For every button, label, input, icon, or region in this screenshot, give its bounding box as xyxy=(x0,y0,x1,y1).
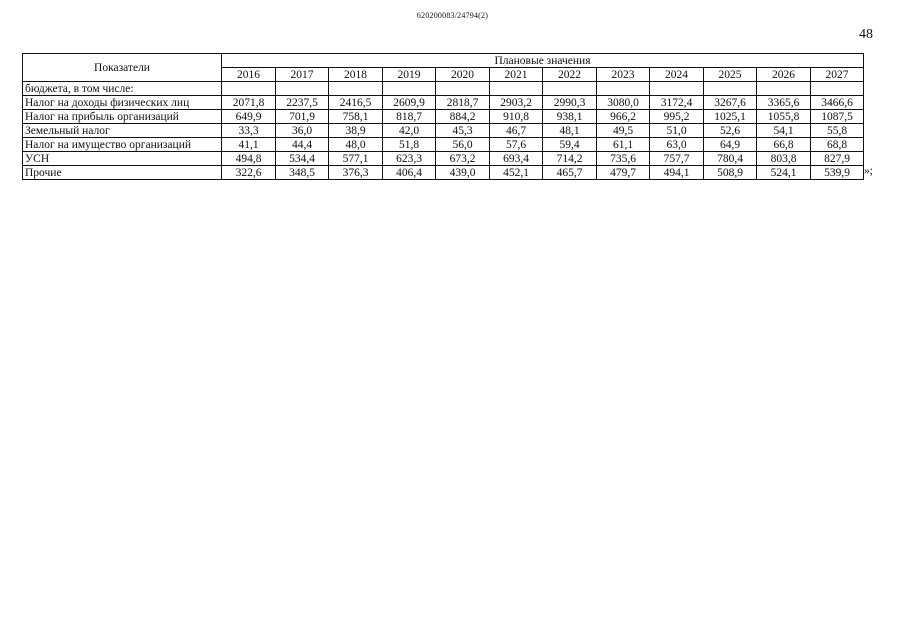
value-cell: 673,2 xyxy=(436,152,490,166)
value-cell: 68,8 xyxy=(811,138,864,152)
row-label: Налог на доходы физических лиц xyxy=(23,96,222,110)
year-header: 2017 xyxy=(276,68,329,82)
year-header: 2026 xyxy=(757,68,811,82)
value-cell: 406,4 xyxy=(383,166,436,180)
value-cell: 376,3 xyxy=(329,166,383,180)
value-cell: 539,9 xyxy=(811,166,864,180)
value-cell: 49,5 xyxy=(597,124,650,138)
year-header: 2024 xyxy=(650,68,704,82)
row-label: Прочие xyxy=(23,166,222,180)
empty-cell xyxy=(650,82,704,96)
value-cell: 55,8 xyxy=(811,124,864,138)
value-cell: 44,4 xyxy=(276,138,329,152)
value-cell: 910,8 xyxy=(490,110,543,124)
value-cell: 803,8 xyxy=(757,152,811,166)
value-cell: 57,6 xyxy=(490,138,543,152)
empty-cell xyxy=(329,82,383,96)
value-cell: 1055,8 xyxy=(757,110,811,124)
value-cell: 46,7 xyxy=(490,124,543,138)
value-cell: 61,1 xyxy=(597,138,650,152)
row-label: Налог на прибыль организаций xyxy=(23,110,222,124)
value-cell: 758,1 xyxy=(329,110,383,124)
value-cell: 64,9 xyxy=(704,138,757,152)
year-header: 2019 xyxy=(383,68,436,82)
subheader-label: бюджета, в том числе: xyxy=(23,82,222,96)
value-cell: 494,8 xyxy=(222,152,276,166)
value-cell: 38,9 xyxy=(329,124,383,138)
value-cell: 938,1 xyxy=(543,110,597,124)
year-header: 2020 xyxy=(436,68,490,82)
value-cell: 966,2 xyxy=(597,110,650,124)
value-cell: 36,0 xyxy=(276,124,329,138)
value-cell: 48,1 xyxy=(543,124,597,138)
value-cell: 2237,5 xyxy=(276,96,329,110)
empty-cell xyxy=(757,82,811,96)
value-cell: 827,9 xyxy=(811,152,864,166)
value-cell: 995,2 xyxy=(650,110,704,124)
value-cell: 1025,1 xyxy=(704,110,757,124)
value-cell: 465,7 xyxy=(543,166,597,180)
value-cell: 701,9 xyxy=(276,110,329,124)
row-label: Налог на имущество организаций xyxy=(23,138,222,152)
value-cell: 56,0 xyxy=(436,138,490,152)
subheader-row xyxy=(23,82,864,96)
value-cell: 2071,8 xyxy=(222,96,276,110)
value-cell: 479,7 xyxy=(597,166,650,180)
value-cell: 3080,0 xyxy=(597,96,650,110)
value-cell: 818,7 xyxy=(383,110,436,124)
table-row xyxy=(23,166,864,180)
value-cell: 63,0 xyxy=(650,138,704,152)
value-cell: 3365,6 xyxy=(757,96,811,110)
value-cell: 54,1 xyxy=(757,124,811,138)
value-cell: 59,4 xyxy=(543,138,597,152)
value-cell: 45,3 xyxy=(436,124,490,138)
value-cell: 780,4 xyxy=(704,152,757,166)
value-cell: 33,3 xyxy=(222,124,276,138)
year-header: 2016 xyxy=(222,68,276,82)
table-row xyxy=(23,96,864,110)
table-row xyxy=(23,152,864,166)
value-cell: 48,0 xyxy=(329,138,383,152)
value-cell: 41,1 xyxy=(222,138,276,152)
value-cell: 693,4 xyxy=(490,152,543,166)
value-cell: 649,9 xyxy=(222,110,276,124)
value-cell: 439,0 xyxy=(436,166,490,180)
closing-mark: »; xyxy=(864,165,873,177)
empty-cell xyxy=(543,82,597,96)
value-cell: 452,1 xyxy=(490,166,543,180)
value-cell: 714,2 xyxy=(543,152,597,166)
document-id: 620200083/24794(2) xyxy=(416,11,489,20)
empty-cell xyxy=(597,82,650,96)
value-cell: 322,6 xyxy=(222,166,276,180)
value-cell: 348,5 xyxy=(276,166,329,180)
value-cell: 3267,6 xyxy=(704,96,757,110)
empty-cell xyxy=(811,82,864,96)
empty-cell xyxy=(222,82,276,96)
year-header: 2025 xyxy=(704,68,757,82)
year-header: 2027 xyxy=(811,68,864,82)
value-cell: 508,9 xyxy=(704,166,757,180)
year-header: 2022 xyxy=(543,68,597,82)
year-header: 2021 xyxy=(490,68,543,82)
value-cell: 524,1 xyxy=(757,166,811,180)
value-cell: 66,8 xyxy=(757,138,811,152)
value-cell: 3466,6 xyxy=(811,96,864,110)
value-cell: 735,6 xyxy=(597,152,650,166)
value-cell: 42,0 xyxy=(383,124,436,138)
table-row xyxy=(23,110,864,124)
row-label: УСН xyxy=(23,152,222,166)
empty-cell xyxy=(704,82,757,96)
header-row xyxy=(23,54,864,68)
value-cell: 2416,5 xyxy=(329,96,383,110)
value-cell: 2903,2 xyxy=(490,96,543,110)
value-cell: 2818,7 xyxy=(436,96,490,110)
empty-cell xyxy=(276,82,329,96)
empty-cell xyxy=(490,82,543,96)
year-header: 2023 xyxy=(597,68,650,82)
planned-values-table xyxy=(22,53,864,180)
year-header: 2018 xyxy=(329,68,383,82)
value-cell: 3172,4 xyxy=(650,96,704,110)
value-cell: 494,1 xyxy=(650,166,704,180)
value-cell: 2609,9 xyxy=(383,96,436,110)
empty-cell xyxy=(383,82,436,96)
value-cell: 1087,5 xyxy=(811,110,864,124)
value-cell: 2990,3 xyxy=(543,96,597,110)
empty-cell xyxy=(436,82,490,96)
indicator-header: Показатели xyxy=(23,54,222,82)
table-row xyxy=(23,124,864,138)
value-cell: 534,4 xyxy=(276,152,329,166)
value-cell: 884,2 xyxy=(436,110,490,124)
value-cell: 577,1 xyxy=(329,152,383,166)
value-cell: 51,8 xyxy=(383,138,436,152)
table-row xyxy=(23,138,864,152)
planned-values-header: Плановые значения xyxy=(222,54,864,68)
value-cell: 52,6 xyxy=(704,124,757,138)
value-cell: 623,3 xyxy=(383,152,436,166)
row-label: Земельный налог xyxy=(23,124,222,138)
value-cell: 757,7 xyxy=(650,152,704,166)
value-cell: 51,0 xyxy=(650,124,704,138)
page-number: 48 xyxy=(859,27,873,42)
